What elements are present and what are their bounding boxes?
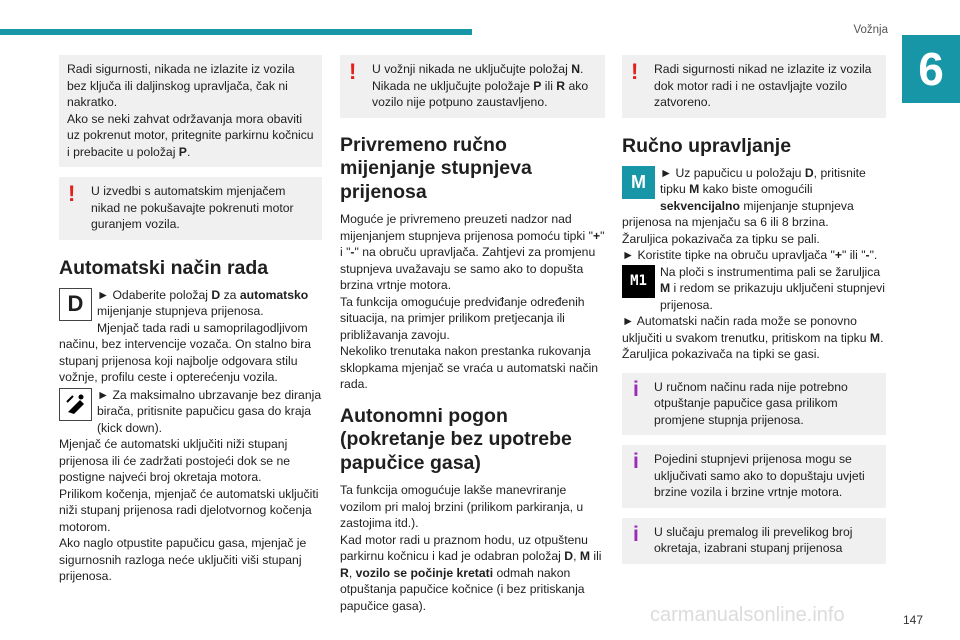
- info-note: [622, 445, 886, 508]
- accelerator-pedal-icon: [59, 388, 92, 421]
- warning-text: U izvedbi s automatskim mjenjačem nikad ne pokušavajte pokrenuti motor guranjem vozila.: [91, 184, 294, 231]
- manual-mode-button-icon: M: [622, 166, 655, 199]
- kickdown-bullet-text: ► Za maksimalno ubrzavanje bez diranja birača, pritisnite papučicu gasa do kraja (kick down).: [97, 387, 322, 435]
- column-2: [340, 55, 605, 614]
- paragraph: Žaruljica pokazivača za tipku se pali.: [622, 231, 820, 246]
- safety-note-text-1: Radi sigurnosti, nikada ne izlazite iz vozila bez ključa ili daljinskog upravljača, čak ni nakratko.: [67, 62, 295, 109]
- warning-icon: !: [68, 181, 76, 206]
- info-text: U ručnom načinu rada nije potrebno otpuštanje papučice gasa prilikom promjene stupnja prijenosa.: [654, 379, 848, 427]
- header-accent-bar: [0, 29, 472, 35]
- heading-temporary-manual: Privremeno ručno mijenjanje stupnjeva prijenosa: [340, 133, 532, 203]
- safety-note: [59, 55, 322, 167]
- manual-bullet-text: ► Uz papučicu u položaju D, pritisnite tipku M kako biste omogućili sekvencijalno mijenjanje stupnjeva prijenosa na mjenjaču sa 6 ili 8 brzina.: [622, 165, 866, 229]
- info-text: Pojedini stupnjevi prijenosa mogu se uključivati samo ako to dopuštaju uvjeti brzine vozila i brzine vrtnje motora.: [654, 452, 865, 499]
- paragraph: Žaruljica pokazivača na tipki se gasi.: [622, 347, 820, 361]
- info-icon: i: [633, 522, 639, 546]
- info-icon: i: [633, 377, 639, 401]
- automatic-bullet-text: ► Odaberite položaj D za automatsko mijenjanje stupnjeva prijenosa.: [97, 287, 309, 318]
- gear-indicator-icon: M1: [622, 265, 655, 298]
- paragraph: Mjenjač će automatski uključiti niži stupanj prijenosa ili će zadržati postojeći dok se ne postigne najveći broj okretaja motora.: [59, 437, 291, 484]
- warning-note: [340, 55, 605, 118]
- info-icon: i: [633, 450, 639, 473]
- paragraph: Moguće je privremeno preuzeti nadzor nad mijenjanjem stupnjeva prijenosa pomoću tipki "+" i "-" na obruču upravljača. Zahtjevi za promjenu stupnjeva uvažavaju se samo ako to dopušta brzina vrtnje motora.: [340, 212, 605, 292]
- kickdown-bullet: [59, 387, 322, 437]
- column-1: [59, 55, 322, 585]
- heading-automatic-mode: Automatski način rada: [59, 256, 269, 279]
- heading-manual-control: Ručno upravljanje: [622, 134, 792, 157]
- gear-d-icon: D: [59, 288, 92, 321]
- automatic-bullet: [59, 287, 322, 320]
- indicator-text: Na ploči s instrumentima pali se žaruljica M i redom se prikazuju uključeni stupnjevi prijenosa.: [660, 264, 885, 312]
- paragraph: ► Koristite tipke na obruču upravljača "+" ili "-".: [622, 248, 878, 262]
- warning-icon: !: [631, 59, 639, 84]
- paragraph: Mjenjač tada radi u samoprilagodljivom načinu, bez intervencije vozača. On stalno bira stupanj prijenosa koji najbolje odgovara stilu vožnje, profilu ceste i opterećenju vozila.: [59, 320, 312, 384]
- paragraph: ► Automatski način rada može se ponovno uključiti u svakom trenutku, pritiskom na tipku M.: [622, 314, 884, 345]
- safety-note-text-2: Ako se neki zahvat održavanja mora obaviti uz pokrenut motor, pritegnite parkirnu kočnicu i prebacite u položaj P.: [67, 111, 314, 159]
- column-3: [622, 55, 886, 574]
- warning-text: Radi sigurnosti nikad ne izlazite iz vozila dok motor radi i ne ostavljajte vozilo zatvoreno.: [654, 62, 872, 109]
- instrument-indicator: [622, 264, 886, 314]
- page-number: 147: [902, 613, 923, 627]
- paragraph: Kad motor radi u praznom hodu, uz otpuštenu parkirnu kočnicu i kad je odabran položaj D, M ili R, vozilo se počinje kretati odmah nakon otpuštanja papučice kočnice (i bez pritiskanja papučice gasa).: [340, 532, 602, 613]
- warning-text: U vožnji nikada ne uključujte položaj N. Nikada ne uključujte položaje P ili R ako vozilo nije potpuno zaustavljeno.: [372, 62, 589, 109]
- chapter-number: 6: [902, 35, 960, 103]
- warning-icon: !: [349, 59, 357, 84]
- paragraph: Ta funkcija omogućuje predviđanje određenih situacija, na primjer prilikom pretjecanja ili približavanja zavoju.: [340, 294, 585, 342]
- manual-bullet: [622, 165, 886, 231]
- section-title: Vožnja: [853, 24, 888, 36]
- paragraph: Ta funkcija omogućuje lakše manevriranje vozilom pri maloj brzini (prilikom parkiranja, u zastojima itd.).: [340, 483, 584, 530]
- warning-note: [59, 177, 322, 240]
- info-text: U slučaju premalog ili prevelikog broj okretaja, izabrani stupanj prijenosa: [654, 524, 853, 555]
- info-note: [622, 518, 886, 564]
- paragraph: Ako naglo otpustite papučicu gasa, mjenjač je sigurnosnih razloga neće uključiti viši stupanj prijenosa.: [59, 536, 307, 583]
- watermark: carmanualsonline.info: [650, 604, 845, 626]
- heading-autonomous-drive: Autonomni pogon (pokretanje bez upotrebe papučice gasa): [340, 404, 572, 474]
- paragraph: Nekoliko trenutaka nakon prestanka rukovanja sklopkama mjenjač se vraća u automatski način rada.: [340, 344, 599, 391]
- info-note: [622, 373, 886, 436]
- paragraph: Prilikom kočenja, mjenjač će automatski uključiti niži stupanj prijenosa radi djelotvornog kočenja motorom.: [59, 486, 319, 534]
- warning-note: [622, 55, 886, 118]
